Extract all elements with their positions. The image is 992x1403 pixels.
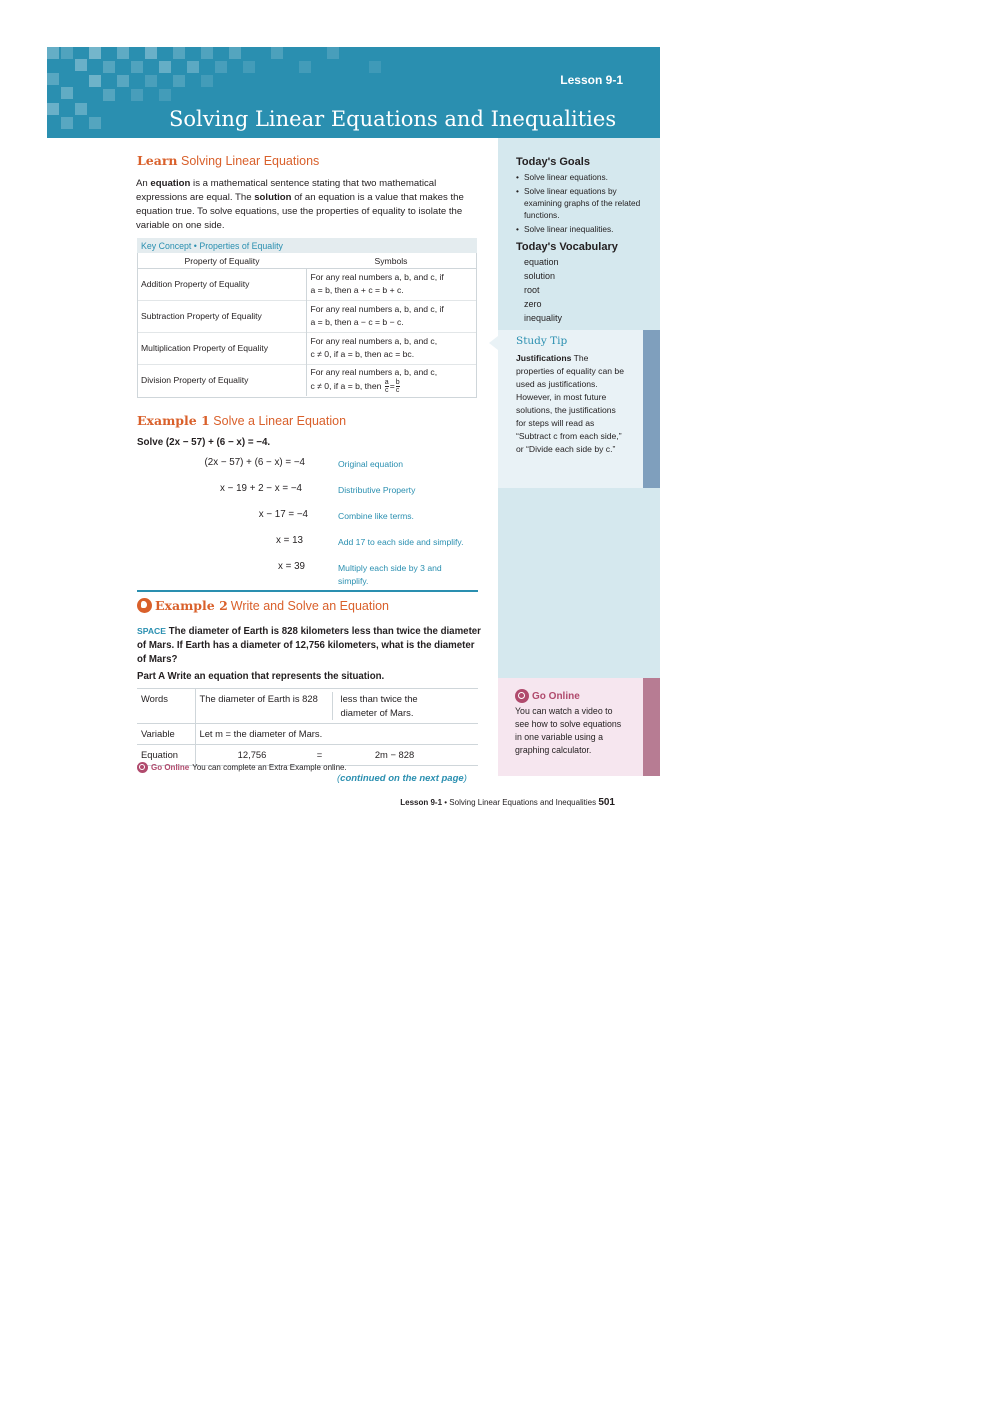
- go-online-icon: [515, 689, 529, 703]
- step-expression: x − 17 = −4: [258, 509, 308, 520]
- property-name: Addition Property of Equality: [138, 268, 306, 300]
- step-reason: Multiply each side by 3 and simplify.: [338, 563, 442, 586]
- vocab-item: root: [524, 285, 540, 295]
- example2-title: Write and Solve an Equation: [230, 598, 389, 613]
- table-row: [137, 724, 478, 745]
- goals-title: Today's Goals: [516, 156, 590, 168]
- equation-left: 12,756: [237, 749, 267, 760]
- problem-text: The diameter of Earth is 828 kilometers less than twice the diameter of Mars. If Earth has a diameter of 12,756 kilometers, what is the diameter of Mars?: [137, 626, 481, 665]
- page-number: 501: [598, 797, 615, 808]
- example1-problem: Solve (2x − 57) + (6 − x) = −4.: [137, 437, 271, 448]
- learn-label: Learn: [137, 153, 178, 168]
- row-label: Equation: [137, 745, 195, 766]
- words-line: [200, 692, 475, 720]
- study-tip-bold: Justifications: [516, 353, 572, 363]
- example2-label: Example 2: [155, 598, 228, 613]
- table-row: [138, 300, 476, 332]
- table-row: [138, 268, 476, 300]
- equation-right: 2m − 828: [374, 749, 415, 760]
- row-label: Words: [137, 689, 195, 724]
- section-divider: [137, 590, 478, 592]
- go-online-link[interactable]: [515, 689, 580, 703]
- earth-icon: [137, 598, 152, 613]
- words-part: The diameter of Earth is 828: [199, 693, 318, 704]
- words-to-equation-table: [137, 688, 478, 766]
- equation-sign: =: [316, 749, 323, 760]
- study-tip-title: Study Tip: [516, 335, 568, 347]
- fraction: $\frac{a}{c}$: [384, 379, 389, 395]
- step-expression: x = 39: [278, 561, 305, 572]
- symbols-line: For any real numbers a, b, and c,: [310, 336, 438, 346]
- symbols-line: a = b, then a + c = b + c.: [310, 285, 404, 295]
- paren: ): [463, 773, 467, 784]
- example2-problem: [137, 624, 482, 667]
- goal-item: • Solve linear equations by examining graphs of the related functions.: [516, 185, 644, 221]
- continued-text: continued on the next page: [340, 773, 464, 784]
- step-reason: Original equation: [338, 459, 403, 469]
- vocab-title: Today's Vocabulary: [516, 241, 618, 253]
- step-reason: Distributive Property: [338, 485, 416, 495]
- property-name: Division Property of Equality: [138, 364, 306, 396]
- extra-example-note[interactable]: [137, 762, 347, 773]
- go-online-label: Go Online: [151, 763, 190, 772]
- table-row: [138, 332, 476, 364]
- learn-title: Solving Linear Equations: [181, 154, 320, 168]
- vocab-list: [524, 255, 562, 325]
- vocab-item: inequality: [524, 313, 563, 323]
- continued-note: [337, 773, 467, 784]
- variable-cell: Let m = the diameter of Mars.: [195, 724, 478, 745]
- study-tip-body: The properties of equality can be used as justifications. However, in most future solutions, the justifications for steps will read as “Subtract c from each side,” or “Divide each side by c.”: [516, 353, 624, 454]
- symbols-line: c ≠ 0, if a = b, then ac = bc.: [310, 349, 415, 359]
- footer-lesson: Lesson 9-1: [400, 798, 443, 807]
- term-equation: equation: [150, 178, 191, 189]
- vocab-item: solution: [524, 271, 556, 281]
- learn-paragraph: [136, 177, 481, 233]
- symbols-text: c ≠ 0, if a = b, then: [310, 381, 382, 392]
- property-symbols: [306, 332, 476, 364]
- table-row: [138, 364, 476, 396]
- goal-item: • Solve linear equations.: [516, 171, 644, 183]
- step-reason: Add 17 to each side and simplify.: [338, 537, 464, 547]
- symbols-line: For any real numbers a, b, and c,: [310, 367, 438, 378]
- step-expression: x = 13: [276, 535, 303, 546]
- lesson-banner: [47, 47, 660, 138]
- words-part: less than twice the diameter of Mars.: [332, 692, 452, 720]
- go-online-title: Go Online: [532, 690, 580, 702]
- page-footer: [400, 797, 615, 808]
- property-symbols: [306, 364, 476, 396]
- symbols-line: For any real numbers a, b, and c, if: [310, 304, 444, 314]
- step-expression: (2x − 57) + (6 − x) = −4: [204, 457, 305, 468]
- text-run: An: [136, 178, 151, 189]
- key-concept-heading: Key Concept • Properties of Equality: [137, 238, 477, 253]
- go-online-icon: [137, 762, 148, 773]
- property-name: Multiplication Property of Equality: [138, 332, 306, 364]
- property-symbols: [306, 268, 476, 300]
- symbols-line: c ≠ 0, if a = b, then $\frac{a}{c}$ = $\frac{b}{c}$: [310, 379, 400, 395]
- study-tip-bar: [643, 330, 660, 488]
- footer-sep: •: [442, 798, 450, 807]
- text-run: is a mathematical sentence stating that two mathematical expressions are equal. The: [136, 178, 437, 203]
- example2-heading: [137, 598, 389, 613]
- table-header-row: [138, 254, 476, 268]
- goal-item: • Solve linear inequalities.: [516, 223, 644, 235]
- symbols-line: a = b, then a − c = b − c.: [310, 317, 404, 327]
- vocab-item: zero: [524, 299, 542, 309]
- equation-line: [200, 748, 475, 762]
- topic-tag: SPACE: [137, 626, 166, 636]
- column-header: Property of Equality: [138, 254, 306, 268]
- table-row: [137, 689, 478, 724]
- fraction: $\frac{b}{c}$: [395, 379, 400, 395]
- go-online-bar: [643, 678, 660, 776]
- lesson-number: Lesson 9-1: [560, 73, 623, 87]
- page-title: Solving Linear Equations and Inequalities: [169, 107, 617, 131]
- study-tip-text: [516, 352, 628, 456]
- example1-title: Solve a Linear Equation: [213, 414, 347, 428]
- step-reason: Combine like terms.: [338, 511, 414, 521]
- part-a-heading: Part A Write an equation that represents the situation.: [137, 671, 385, 682]
- example1-heading: [137, 413, 346, 428]
- words-cell: [195, 689, 478, 724]
- row-label: Variable: [137, 724, 195, 745]
- study-tip-pointer: [489, 336, 498, 350]
- paren: (: [337, 773, 341, 784]
- learn-heading: [137, 153, 319, 168]
- example1-label: Example 1: [137, 413, 210, 428]
- column-header: Symbols: [306, 254, 476, 268]
- step-expression: x − 19 + 2 − x = −4: [220, 483, 302, 494]
- vocab-item: equation: [524, 257, 559, 267]
- go-online-note: You can complete an Extra Example online.: [192, 763, 347, 772]
- footer-title: Solving Linear Equations and Inequalities: [449, 798, 597, 807]
- go-online-text: You can watch a video to see how to solve equations in one variable using a graphing calculator.: [515, 706, 622, 755]
- property-symbols: [306, 300, 476, 332]
- properties-table: [138, 254, 476, 396]
- symbols-line: For any real numbers a, b, and c, if: [310, 272, 444, 282]
- property-name: Subtraction Property of Equality: [138, 300, 306, 332]
- text-run: of an equation is a value that makes the equation true. To solve equations, use the properties of equality to isolate the variable on one side.: [136, 192, 464, 231]
- term-solution: solution: [254, 192, 292, 203]
- goals-list: [516, 171, 644, 237]
